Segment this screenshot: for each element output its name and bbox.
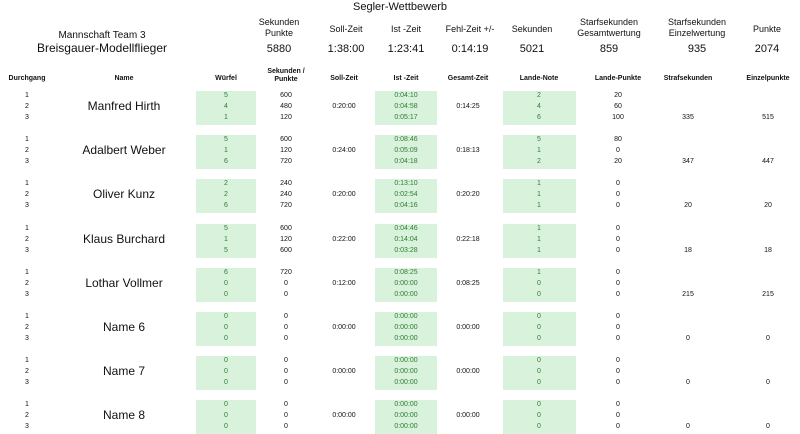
wurfel-value: 0 [224,401,228,408]
sekunden-punkte-value: 0 [284,412,288,419]
team-label: Mannschaft Team 3 [58,30,146,41]
team-block [37,30,167,54]
round-number: 3 [25,202,29,209]
col-header-name: Name [114,75,134,82]
strafsekunden-value: 335 [682,114,694,121]
team-name: Breisgauer-Modellflieger [36,41,168,55]
ist-zeit-value: 0:00:00 [394,357,418,364]
col-header-lande-note: Lande-Note [519,75,559,82]
ist-zeit-value: 0:04:10 [394,92,418,99]
col-header-einzelpunkte: Einzelpunkte [746,75,790,82]
lande-punkte-value: 80 [614,136,622,143]
round-number: 1 [25,313,29,320]
sekunden-punkte-value: 120 [280,147,292,154]
sheet-title: Segler-Wettbewerb [353,1,447,13]
gesamt-zeit-value: 0:18:13 [456,147,480,154]
gesamt-zeit-value: 0:20:20 [456,191,480,198]
round-number: 2 [25,280,29,287]
ist-zeit-value: 0:08:46 [394,136,418,143]
summary-value: 1:38:00 [327,43,365,55]
sekunden-punkte-value: 0 [284,357,288,364]
lande-note-value: 1 [537,180,541,187]
col-header-wurfel: Würfel [215,75,237,82]
sekunden-punkte-value: 0 [284,324,288,331]
strafsekunden-value: 0 [686,423,690,430]
lande-punkte-value: 0 [616,147,620,154]
ist-zeit-value: 0:04:18 [394,158,418,165]
wurfel-value: 0 [224,423,228,430]
summary-label: Starfsekunden Gesamtwertung [577,17,641,38]
summary-label: Ist -Zeit [390,24,422,34]
soll-zeit-value: 0:12:00 [332,280,356,287]
summary-value: 5880 [266,43,292,55]
lande-note-value: 1 [537,269,541,276]
lande-note-value: 0 [537,379,541,386]
wurfel-value: 5 [224,92,228,99]
ist-zeit-value: 0:00:00 [394,423,418,430]
ist-zeit-value: 0:00:00 [394,335,418,342]
wurfel-value: 4 [224,103,228,110]
col-header-ist-zeit: Ist -Zeit [393,75,419,82]
wurfel-value: 0 [224,280,228,287]
round-number: 2 [25,103,29,110]
round-number: 3 [25,379,29,386]
wurfel-value: 5 [224,225,228,232]
lande-note-value: 4 [537,103,541,110]
ist-zeit-value: 0:08:25 [394,269,418,276]
lande-punkte-value: 0 [616,313,620,320]
lande-note-value: 2 [537,92,541,99]
pilot-name: Name 6 [102,320,146,334]
strafsekunden-value: 18 [684,247,692,254]
lande-note-value: 0 [537,280,541,287]
lande-note-value: 5 [537,136,541,143]
lande-note-value: 2 [537,158,541,165]
col-header-gesamt-zeit: Gesamt-Zeit [447,75,489,82]
lande-note-value: 0 [537,412,541,419]
ist-zeit-value: 0:02:54 [394,191,418,198]
lande-punkte-value: 0 [616,236,620,243]
sekunden-punkte-value: 720 [280,202,292,209]
ist-zeit-value: 0:14:04 [394,236,418,243]
einzelpunkte-value: 20 [764,202,772,209]
gesamt-zeit-value: 0:00:00 [456,412,480,419]
lande-punkte-value: 0 [616,324,620,331]
lande-punkte-value: 20 [614,92,622,99]
round-number: 1 [25,269,29,276]
summary-value: 859 [599,43,619,55]
strafsekunden-value: 215 [682,291,694,298]
pilot-name: Oliver Kunz [92,187,156,201]
wurfel-value: 0 [224,379,228,386]
sekunden-punkte-value: 0 [284,368,288,375]
round-number: 3 [25,247,29,254]
lande-punkte-value: 0 [616,357,620,364]
ist-zeit-value: 0:04:58 [394,103,418,110]
round-number: 3 [25,158,29,165]
lande-punkte-value: 0 [616,401,620,408]
soll-zeit-value: 0:24:00 [332,147,356,154]
pilot-name: Adalbert Weber [82,143,166,157]
lande-note-value: 0 [537,324,541,331]
lande-note-value: 6 [537,114,541,121]
sekunden-punkte-value: 600 [280,136,292,143]
wurfel-value: 6 [224,202,228,209]
pilot-name: Klaus Burchard [82,232,166,246]
ist-zeit-value: 0:00:00 [394,379,418,386]
ist-zeit-value: 0:05:09 [394,147,418,154]
lande-punkte-value: 0 [616,225,620,232]
wurfel-value: 0 [224,368,228,375]
lande-note-value: 1 [537,202,541,209]
lande-punkte-value: 0 [616,423,620,430]
lande-note-value: 0 [537,401,541,408]
wurfel-value: 0 [224,357,228,364]
lande-punkte-value: 0 [616,180,620,187]
wurfel-value: 0 [224,324,228,331]
ist-zeit-value: 0:04:16 [394,202,418,209]
round-number: 2 [25,236,29,243]
summary-label: Punkte [752,24,782,34]
round-number: 3 [25,423,29,430]
sekunden-punkte-value: 0 [284,335,288,342]
sekunden-punkte-value: 240 [280,180,292,187]
ist-zeit-value: 0:00:00 [394,401,418,408]
gesamt-zeit-value: 0:08:25 [456,280,480,287]
lande-note-value: 0 [537,291,541,298]
gesamt-zeit-value: 0:00:00 [456,324,480,331]
round-number: 1 [25,357,29,364]
lande-note-value: 0 [537,357,541,364]
ist-zeit-value: 0:03:28 [394,247,418,254]
wurfel-value: 6 [224,269,228,276]
round-number: 1 [25,180,29,187]
ist-zeit-value: 0:04:46 [394,225,418,232]
wurfel-value: 1 [224,114,228,121]
sekunden-punkte-value: 600 [280,92,292,99]
wurfel-value: 1 [224,147,228,154]
round-number: 1 [25,92,29,99]
wurfel-value: 1 [224,236,228,243]
summary-value: 935 [687,43,707,55]
summary-value: 1:23:41 [387,43,425,55]
lande-punkte-value: 60 [614,103,622,110]
round-number: 1 [25,136,29,143]
gesamt-zeit-value: 0:22:18 [456,236,480,243]
round-number: 2 [25,324,29,331]
ist-zeit-value: 0:05:17 [394,114,418,121]
col-header-lande-punkte: Lande-Punkte [594,75,642,82]
wurfel-value: 6 [224,158,228,165]
ist-zeit-value: 0:13:10 [394,180,418,187]
sekunden-punkte-value: 120 [280,114,292,121]
strafsekunden-value: 0 [686,335,690,342]
einzelpunkte-value: 0 [766,335,770,342]
wurfel-value: 0 [224,313,228,320]
lande-note-value: 1 [537,236,541,243]
sekunden-punkte-value: 720 [280,269,292,276]
lande-punkte-value: 100 [612,114,624,121]
lande-punkte-value: 20 [614,158,622,165]
col-header-strafsekunden: Strafsekunden [663,75,713,82]
sekunden-punkte-value: 120 [280,236,292,243]
ist-zeit-value: 0:00:00 [394,412,418,419]
sekunden-punkte-value: 240 [280,191,292,198]
round-number: 2 [25,191,29,198]
soll-zeit-value: 0:00:00 [332,412,356,419]
einzelpunkte-value: 447 [762,158,774,165]
col-header-durchgang: Durchgang [8,75,46,82]
round-number: 1 [25,225,29,232]
sekunden-punkte-value: 0 [284,280,288,287]
ist-zeit-value: 0:00:00 [394,324,418,331]
wurfel-value: 0 [224,335,228,342]
round-number: 1 [25,401,29,408]
lande-punkte-value: 0 [616,291,620,298]
lande-punkte-value: 0 [616,368,620,375]
soll-zeit-value: 0:20:00 [332,103,356,110]
sekunden-punkte-value: 0 [284,423,288,430]
lande-note-value: 1 [537,191,541,198]
ist-zeit-value: 0:00:00 [394,313,418,320]
col-header-sekunden-punkte: Sekunden / Punkte [267,68,305,83]
summary-value: 0:14:19 [451,43,489,55]
lande-punkte-value: 0 [616,379,620,386]
einzelpunkte-value: 215 [762,291,774,298]
summary-label: Fehl-Zeit +/- [445,24,495,34]
round-number: 3 [25,291,29,298]
sekunden-punkte-value: 600 [280,225,292,232]
lande-note-value: 1 [537,247,541,254]
lande-note-value: 0 [537,368,541,375]
round-number: 3 [25,114,29,121]
sekunden-punkte-value: 720 [280,158,292,165]
lande-punkte-value: 0 [616,412,620,419]
strafsekunden-value: 0 [686,379,690,386]
sekunden-punkte-value: 0 [284,313,288,320]
sekunden-punkte-value: 0 [284,291,288,298]
pilot-name: Lothar Vollmer [85,276,163,290]
wurfel-value: 2 [224,180,228,187]
ist-zeit-value: 0:00:00 [394,280,418,287]
lande-note-value: 1 [537,225,541,232]
sekunden-punkte-value: 0 [284,401,288,408]
summary-label: Sekunden [511,24,553,34]
strafsekunden-value: 20 [684,202,692,209]
round-number: 2 [25,147,29,154]
lande-punkte-value: 0 [616,269,620,276]
ist-zeit-value: 0:00:00 [394,291,418,298]
summary-label: Soll-Zeit [329,24,363,34]
summary-label: Sekunden Punkte [258,17,300,38]
gesamt-zeit-value: 0:14:25 [456,103,480,110]
einzelpunkte-value: 18 [764,247,772,254]
lande-note-value: 1 [537,147,541,154]
einzelpunkte-value: 515 [762,114,774,121]
lande-note-value: 0 [537,313,541,320]
soll-zeit-value: 0:20:00 [332,191,356,198]
wurfel-value: 0 [224,412,228,419]
wurfel-value: 5 [224,247,228,254]
gesamt-zeit-value: 0:00:00 [456,368,480,375]
sekunden-punkte-value: 480 [280,103,292,110]
pilot-name: Name 8 [102,408,146,422]
summary-value: 2074 [754,43,780,55]
pilot-name: Name 7 [102,364,146,378]
ist-zeit-value: 0:00:00 [394,368,418,375]
lande-punkte-value: 0 [616,191,620,198]
sekunden-punkte-value: 600 [280,247,292,254]
pilot-name: Manfred Hirth [87,99,161,113]
col-header-soll-zeit: Soll-Zeit [330,75,358,82]
lande-punkte-value: 0 [616,247,620,254]
round-number: 3 [25,335,29,342]
sekunden-punkte-value: 0 [284,379,288,386]
wurfel-value: 0 [224,291,228,298]
strafsekunden-value: 347 [682,158,694,165]
lande-note-value: 0 [537,335,541,342]
summary-label: Starfsekunden Einzelwertung [667,17,727,38]
einzelpunkte-value: 0 [766,423,770,430]
lande-note-value: 0 [537,423,541,430]
soll-zeit-value: 0:22:00 [332,236,356,243]
wurfel-value: 2 [224,191,228,198]
soll-zeit-value: 0:00:00 [332,324,356,331]
summary-value: 5021 [519,43,545,55]
round-number: 2 [25,412,29,419]
lande-punkte-value: 0 [616,202,620,209]
lande-punkte-value: 0 [616,335,620,342]
wurfel-value: 5 [224,136,228,143]
soll-zeit-value: 0:00:00 [332,368,356,375]
einzelpunkte-value: 0 [766,379,770,386]
round-number: 2 [25,368,29,375]
lande-punkte-value: 0 [616,280,620,287]
